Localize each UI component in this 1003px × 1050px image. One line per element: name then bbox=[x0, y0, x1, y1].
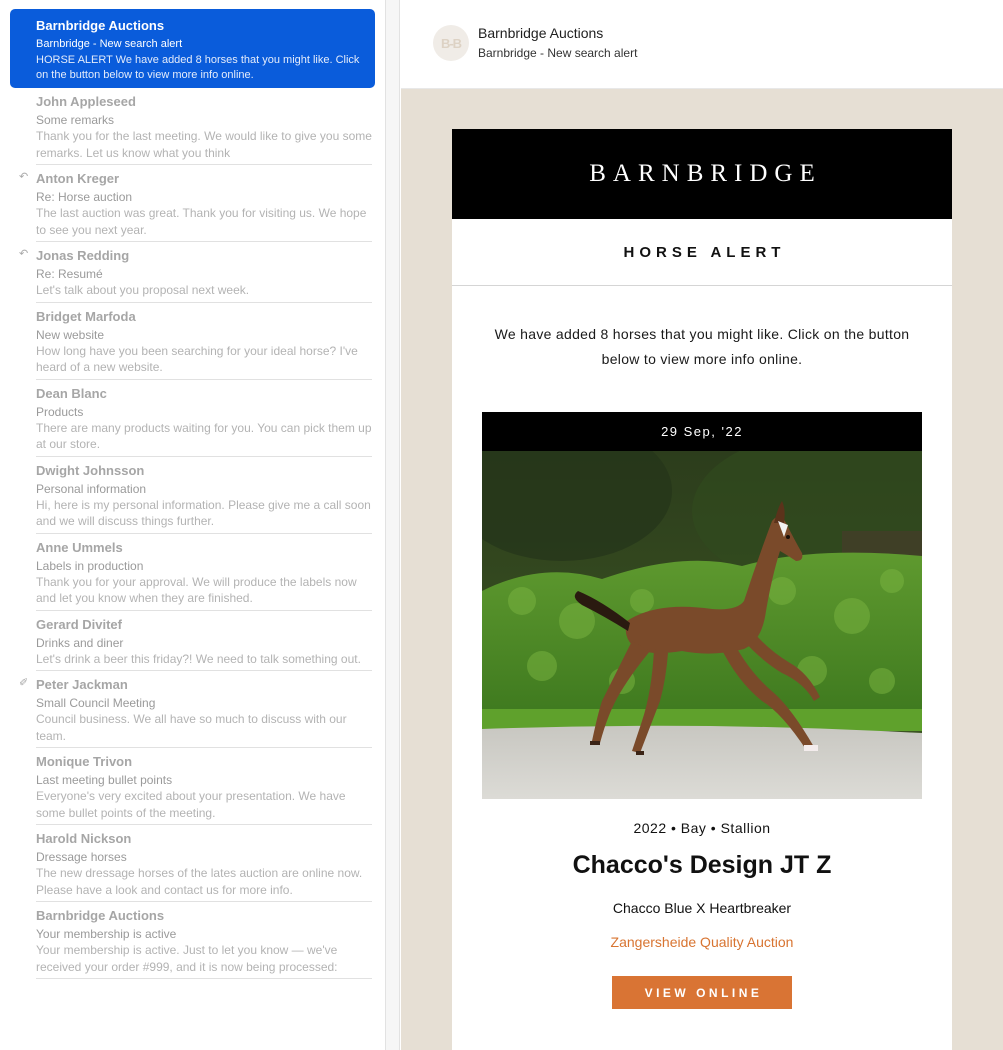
email-body bbox=[452, 129, 952, 1050]
horse-meta: 2022 • Bay • Stallion bbox=[633, 820, 771, 836]
message-preview: The last auction was great. Thank you for visiting us. We hope to see you next year. bbox=[36, 206, 367, 237]
horse-card bbox=[482, 412, 922, 1009]
message-subject: Personal information bbox=[36, 481, 147, 496]
message-list-item[interactable] bbox=[36, 380, 372, 457]
message-preview: Thank you for your approval. We will produce the labels now and let you know when they are finished. bbox=[36, 574, 357, 605]
message-subject: Labels in production bbox=[36, 558, 144, 573]
header-subject: Barnbridge - New search alert bbox=[478, 46, 638, 60]
message-list-item[interactable] bbox=[36, 902, 372, 979]
message-subject: New website bbox=[36, 327, 105, 342]
header-sender: Barnbridge Auctions bbox=[478, 25, 604, 41]
message-sender: Anton Kreger bbox=[36, 171, 120, 186]
message-preview: How long have you been searching for your ideal horse? I've heard of a new website. bbox=[36, 343, 358, 374]
message-subject: Products bbox=[36, 404, 84, 419]
message-preview: Everyone's very excited about your presentation. We have some bullet points of the meeting. bbox=[36, 789, 346, 820]
message-list-item[interactable] bbox=[36, 88, 372, 165]
message-preview: HORSE ALERT We have added 8 horses that you might like. Click on the button below to view more info online. bbox=[36, 54, 360, 81]
view-online-button[interactable]: VIEW ONLINE bbox=[612, 976, 792, 1009]
message-sender: Barnbridge Auctions bbox=[36, 18, 165, 33]
message-list-item[interactable] bbox=[19, 671, 372, 748]
message-list-item[interactable] bbox=[36, 825, 372, 902]
message-subject: Some remarks bbox=[36, 113, 115, 127]
horse-name: Chacco's Design JT Z bbox=[572, 851, 832, 879]
message-list-item[interactable] bbox=[36, 303, 372, 380]
message-sender: Harold Nickson bbox=[36, 831, 132, 846]
message-subject: Last meeting bullet points bbox=[36, 773, 173, 787]
horse-photo[interactable] bbox=[482, 451, 922, 799]
message-list-item[interactable] bbox=[36, 748, 372, 825]
reading-pane bbox=[401, 0, 1003, 1050]
message-subject: Small Council Meeting bbox=[36, 696, 156, 710]
alert-title: HORSE ALERT bbox=[452, 219, 952, 286]
message-list-item[interactable] bbox=[19, 165, 372, 242]
message-list-item[interactable] bbox=[19, 242, 372, 303]
message-subject: Barnbridge - New search alert bbox=[36, 38, 183, 50]
replied-icon: ↶ bbox=[19, 248, 29, 260]
message-subject: Dressage horses bbox=[36, 850, 127, 864]
message-list bbox=[0, 0, 385, 1050]
brand-logo: BARNBRIDGE bbox=[452, 129, 952, 219]
message-list-item[interactable] bbox=[36, 611, 372, 672]
message-list-item[interactable] bbox=[36, 457, 372, 534]
message-preview: Your membership is active. Just to let you know — we've received your order #999, and it is now being processed: bbox=[36, 943, 338, 974]
pane-divider[interactable] bbox=[385, 0, 400, 1050]
message-header bbox=[401, 0, 1003, 89]
message-sender: Gerard Divitef bbox=[36, 616, 122, 632]
message-preview: Let's drink a beer this friday?! We need to talk something out. bbox=[36, 651, 361, 666]
message-preview: Council business. We all have so much to discuss with our team. bbox=[36, 712, 347, 743]
message-subject: Drinks and diner bbox=[36, 635, 124, 650]
horse-pedigree: Chacco Blue X Heartbreaker bbox=[612, 900, 792, 916]
auction-link[interactable]: Zangersheide Quality Auction bbox=[610, 934, 794, 950]
message-preview: Hi, here is my personal information. Please give me a call soon and we will discuss things further. bbox=[36, 497, 371, 528]
message-preview: Let's talk about you proposal next week. bbox=[36, 283, 250, 297]
auction-date: 29 Sep, '22 bbox=[482, 412, 922, 451]
message-sender: Bridget Marfoda bbox=[36, 308, 136, 324]
message-sender: Monique Trivon bbox=[36, 754, 133, 769]
message-preview: Thank you for the last meeting. We would like to give you some remarks. Let us know what you think bbox=[36, 129, 372, 160]
sender-avatar: B-B bbox=[433, 25, 469, 61]
message-sender: Barnbridge Auctions bbox=[36, 908, 165, 923]
message-preview: There are many products waiting for you. You can pick them up at our store. bbox=[36, 420, 372, 451]
message-list-item[interactable] bbox=[36, 534, 372, 611]
message-sender: Anne Ummels bbox=[36, 539, 123, 555]
message-list-item[interactable] bbox=[10, 9, 375, 88]
message-sender: Jonas Redding bbox=[36, 248, 130, 263]
message-sender: John Appleseed bbox=[36, 94, 136, 109]
message-subject: Your membership is active bbox=[36, 927, 177, 941]
replied-icon: ↶ bbox=[19, 171, 29, 183]
message-sender: Dean Blanc bbox=[36, 385, 107, 401]
message-subject: Re: Horse auction bbox=[36, 190, 133, 204]
attachment-icon: ✐ bbox=[19, 677, 29, 689]
message-sender: Dwight Johnsson bbox=[36, 462, 145, 478]
message-sender: Peter Jackman bbox=[36, 677, 128, 692]
message-preview: The new dressage horses of the lates auction are online now. Please have a look and contact us for more info. bbox=[36, 866, 363, 897]
intro-text: We have added 8 horses that you might like. Click on the button below to view more info online. bbox=[494, 326, 910, 367]
message-subject: Re: Resumé bbox=[36, 267, 103, 281]
